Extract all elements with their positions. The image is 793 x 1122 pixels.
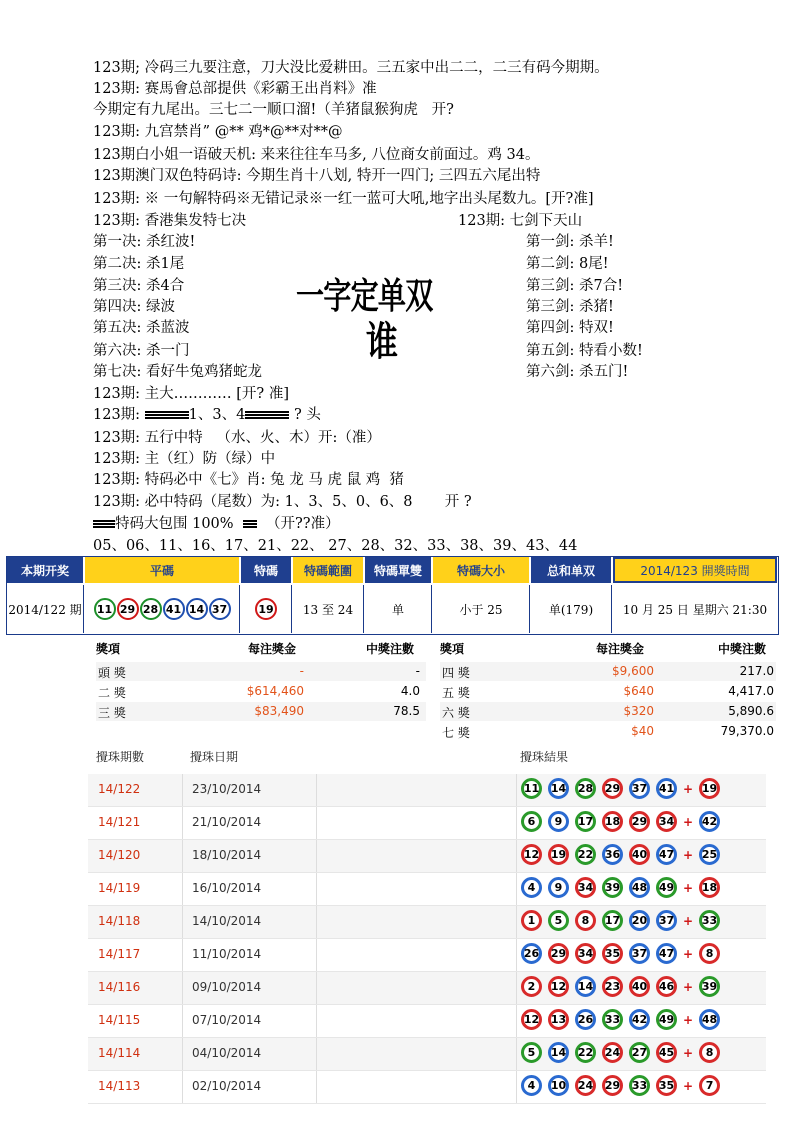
range-text: 特码大包围 100% <box>115 516 234 532</box>
history-ball: 6 <box>521 811 542 832</box>
result-ball: 28 <box>140 598 162 620</box>
history-ball: 27 <box>629 1042 650 1063</box>
history-row <box>88 807 766 840</box>
results-table <box>6 556 779 635</box>
history-special-ball: 8 <box>699 943 720 964</box>
result-ball: 29 <box>117 598 139 620</box>
history-date: 07/10/2014 <box>192 1013 262 1027</box>
history-ball: 10 <box>548 1075 569 1096</box>
prize-count: 5,890.6 <box>728 704 774 718</box>
header-size: 特碼大小 <box>433 557 529 583</box>
bar-icon <box>167 411 189 419</box>
jue-2: 第二决: 杀1尾 <box>93 256 185 272</box>
history-balls <box>521 1042 726 1063</box>
history-ball: 37 <box>629 943 650 964</box>
history-date: 09/10/2014 <box>192 980 262 994</box>
history-period: 14/115 <box>98 1013 141 1027</box>
history-period: 14/121 <box>98 815 141 829</box>
plus-icon: + <box>683 979 694 994</box>
history-date: 04/10/2014 <box>192 1046 262 1060</box>
bars-suffix: ? 头 <box>293 407 321 423</box>
time-cell: 10 月 25 日 星期六 21:30 <box>611 585 778 633</box>
text-line-3: 今期定有九尾出。三七二一顺口溜!（羊猪鼠猴狗虎 开? <box>93 102 454 118</box>
history-ball: 42 <box>629 1009 650 1030</box>
text-line-color: 123期: 主（红）防（绿）中 <box>93 451 276 467</box>
jue-7: 第七决: 看好牛兔鸡猪蛇龙 <box>93 364 262 380</box>
plus-icon: + <box>683 847 694 862</box>
text-line-numbers: 05、06、11、16、17、21、22、 27、28、32、33、38、39、43、44 <box>93 538 578 554</box>
history-special-ball: 25 <box>699 844 720 865</box>
history-balls <box>521 1009 726 1030</box>
prize-header-count: 中獎注數 <box>366 642 415 656</box>
prize-count: 217.0 <box>739 664 774 678</box>
history-special-ball: 18 <box>699 877 720 898</box>
history-row <box>88 840 766 873</box>
prize-name: 六 獎 <box>442 706 470 720</box>
history-ball: 2 <box>521 976 542 997</box>
jue-6: 第六决: 杀一门 <box>93 343 190 359</box>
history-ball: 22 <box>575 1042 596 1063</box>
result-ball: 41 <box>163 598 185 620</box>
prize-header-amount: 每注獎金 <box>596 642 645 656</box>
jian-2: 第二剑: 8尾! <box>526 256 609 272</box>
range-suffix: （开??准） <box>256 516 340 532</box>
text-line-7: 123期: ※ 一句解特码※无错记录※一红一蓝可大吼,地字出头尾数九。[开?准] <box>93 191 594 207</box>
history-row <box>88 873 766 906</box>
plus-icon: + <box>683 1045 694 1060</box>
history-ball: 26 <box>521 943 542 964</box>
prize-amount: $320 <box>623 704 654 718</box>
size-cell: 小于 25 <box>431 585 530 633</box>
history-row <box>88 939 766 972</box>
prize-name: 二 獎 <box>98 686 126 700</box>
history-balls <box>521 976 726 997</box>
history-ball: 39 <box>602 877 623 898</box>
history-ball: 19 <box>548 844 569 865</box>
line-prefix: 123期: <box>93 407 145 423</box>
history-special-ball: 7 <box>699 1075 720 1096</box>
text-line-tail: 123期: 必中特码（尾数）为: 1、3、5、0、6、8 开 ? <box>93 494 472 510</box>
history-balls <box>521 910 726 931</box>
history-balls <box>521 877 726 898</box>
history-ball: 24 <box>575 1075 596 1096</box>
text-line-bars <box>93 405 321 425</box>
history-ball: 9 <box>548 877 569 898</box>
history-period: 14/119 <box>98 881 141 895</box>
history-ball: 33 <box>629 1075 650 1096</box>
history-ball: 29 <box>629 811 650 832</box>
history-ball: 37 <box>629 778 650 799</box>
bar-icon <box>145 411 167 419</box>
plus-icon: + <box>683 1078 694 1093</box>
history-special-ball: 33 <box>699 910 720 931</box>
history-special-ball: 48 <box>699 1009 720 1030</box>
history-balls <box>521 778 726 799</box>
plus-icon: + <box>683 946 694 961</box>
special-ball: 19 <box>255 598 277 620</box>
header-normal: 平碼 <box>85 557 239 583</box>
result-ball: 37 <box>209 598 231 620</box>
history-ball: 14 <box>548 1042 569 1063</box>
jue-5: 第五决: 杀蓝波 <box>93 320 190 336</box>
result-ball: 11 <box>94 598 116 620</box>
history-period: 14/120 <box>98 848 141 862</box>
prize-name: 四 獎 <box>442 666 470 680</box>
history-date: 14/10/2014 <box>192 914 262 928</box>
history-ball: 35 <box>656 1075 677 1096</box>
header-range: 特碼範圍 <box>293 557 363 583</box>
history-special-ball: 42 <box>699 811 720 832</box>
bar-icon <box>243 520 257 528</box>
prize-count: 79,370.0 <box>720 724 774 738</box>
jue-1: 第一决: 杀红波! <box>93 234 196 250</box>
jue-4: 第四决: 绿波 <box>93 299 175 315</box>
history-row <box>88 1038 766 1071</box>
history-ball: 17 <box>602 910 623 931</box>
result-ball: 14 <box>186 598 208 620</box>
history-date: 18/10/2014 <box>192 848 262 862</box>
prize-table-right <box>440 640 776 744</box>
header-sum: 总和单双 <box>531 557 611 583</box>
prize-amount: $83,490 <box>254 704 304 718</box>
history-header-period: 攪珠期數 <box>96 750 145 764</box>
jue-3: 第三决: 杀4合 <box>93 278 185 294</box>
history-ball: 40 <box>629 976 650 997</box>
history-ball: 35 <box>602 943 623 964</box>
history-ball: 4 <box>521 1075 542 1096</box>
text-line-main-big: 123期: 主大………… [开? 准] <box>93 386 289 402</box>
history-row <box>88 1071 766 1104</box>
jian-7: 第六剑: 杀五门! <box>526 364 629 380</box>
history-row <box>88 1005 766 1038</box>
big-title: 一字定单双 <box>296 276 433 317</box>
history-ball: 41 <box>656 778 677 799</box>
history-ball: 12 <box>521 844 542 865</box>
header-oddeven: 特碼單雙 <box>365 557 431 583</box>
prize-name: 七 獎 <box>442 726 470 740</box>
history-ball: 46 <box>656 976 677 997</box>
history-ball: 20 <box>629 910 650 931</box>
history-ball: 12 <box>548 976 569 997</box>
prize-amount: $40 <box>631 724 654 738</box>
history-balls <box>521 844 726 865</box>
jian-3: 第三剑: 杀7合! <box>526 278 624 294</box>
jian-5: 第四剑: 特双! <box>526 320 614 336</box>
plus-icon: + <box>683 1012 694 1027</box>
history-ball: 4 <box>521 877 542 898</box>
history-row <box>88 774 766 807</box>
history-ball: 49 <box>656 877 677 898</box>
history-ball: 26 <box>575 1009 596 1030</box>
history-date: 16/10/2014 <box>192 881 262 895</box>
history-ball: 49 <box>656 1009 677 1030</box>
history-row <box>88 972 766 1005</box>
history-period: 14/114 <box>98 1046 141 1060</box>
history-ball: 37 <box>656 910 677 931</box>
history-date: 21/10/2014 <box>192 815 262 829</box>
special-ball-cell <box>239 585 292 633</box>
history-ball: 29 <box>602 1075 623 1096</box>
history-ball: 11 <box>521 778 542 799</box>
prize-name: 三 獎 <box>98 706 126 720</box>
history-ball: 18 <box>602 811 623 832</box>
plus-icon: + <box>683 913 694 928</box>
history-balls <box>521 943 726 964</box>
history-ball: 34 <box>656 811 677 832</box>
text-line-range <box>93 514 340 534</box>
bar-icon <box>267 411 289 419</box>
prize-name: 頭 獎 <box>98 666 126 680</box>
history-header-date: 攪珠日期 <box>190 750 239 764</box>
history-date: 11/10/2014 <box>192 947 262 961</box>
history-ball: 17 <box>575 811 596 832</box>
plus-icon: + <box>683 880 694 895</box>
text-line-wuxing: 123期: 五行中特 （水、火、木）开:（准） <box>93 430 381 446</box>
history-ball: 34 <box>575 943 596 964</box>
range-cell: 13 至 24 <box>291 585 364 633</box>
history-ball: 34 <box>575 877 596 898</box>
history-ball: 14 <box>575 976 596 997</box>
history-ball: 12 <box>521 1009 542 1030</box>
history-ball: 9 <box>548 811 569 832</box>
history-period: 14/118 <box>98 914 141 928</box>
history-special-ball: 19 <box>699 778 720 799</box>
text-line-4: 123期: 九宫禁肖” @** 鸡*@**对**@ <box>93 124 343 140</box>
prize-amount: - <box>299 664 304 678</box>
history-date: 23/10/2014 <box>192 782 262 796</box>
history-ball: 45 <box>656 1042 677 1063</box>
history-ball: 36 <box>602 844 623 865</box>
history-header-result: 攪珠結果 <box>520 750 569 764</box>
history-period: 14/117 <box>98 947 141 961</box>
prize-amount: $9,600 <box>612 664 654 678</box>
header-special: 特碼 <box>241 557 291 583</box>
history-ball: 29 <box>548 943 569 964</box>
big-title-2: 谁 <box>366 319 398 365</box>
prize-count: 78.5 <box>393 704 420 718</box>
text-line-2: 123期: 赛馬會总部提供《彩霸王出肖料》准 <box>93 81 377 97</box>
history-row <box>88 906 766 939</box>
history-ball: 40 <box>629 844 650 865</box>
text-line-5: 123期白小姐一语破天机: 来来往往车马多, 八位商女前面过。鸡 34。 <box>93 147 540 163</box>
plus-icon: + <box>683 781 694 796</box>
prize-header-count: 中獎注數 <box>718 642 767 656</box>
prize-amount: $640 <box>623 684 654 698</box>
header-draw: 本期开奖 <box>7 557 83 583</box>
text-line-zodiac: 123期: 特码必中《七》肖: 兔 龙 马 虎 鼠 鸡 猪 <box>93 472 404 488</box>
history-ball: 48 <box>629 877 650 898</box>
history-period: 14/113 <box>98 1079 141 1093</box>
history-ball: 33 <box>602 1009 623 1030</box>
jian-4: 第三剑: 杀猪! <box>526 299 614 315</box>
prize-count: 4,417.0 <box>728 684 774 698</box>
prize-header-item: 獎項 <box>96 642 121 656</box>
history-ball: 47 <box>656 943 677 964</box>
prize-name: 五 獎 <box>442 686 470 700</box>
bars-numbers: 1、3、4 <box>188 407 246 423</box>
history-ball: 28 <box>575 778 596 799</box>
history-ball: 22 <box>575 844 596 865</box>
history-period: 14/116 <box>98 980 141 994</box>
text-line-1: 123期; 冷码三九要注意，刀大没比爱耕田。三五家中出二二，二三有码今期期。 <box>93 60 609 76</box>
text-line-8: 123期: 香港集发特七决 <box>93 213 247 229</box>
prize-count: - <box>415 664 420 678</box>
prize-count: 4.0 <box>400 684 420 698</box>
normal-balls-cell <box>83 585 240 633</box>
sum-cell: 单(179) <box>529 585 612 633</box>
header-time: 2014/123 開獎時間 <box>613 557 777 583</box>
right-column-title: 123期: 七剑下天山 <box>458 213 583 229</box>
history-ball: 5 <box>548 910 569 931</box>
jian-1: 第一剑: 杀羊! <box>526 234 614 250</box>
history-ball: 8 <box>575 910 596 931</box>
history-ball: 1 <box>521 910 542 931</box>
history-ball: 5 <box>521 1042 542 1063</box>
bar-icon <box>245 411 267 419</box>
history-ball: 24 <box>602 1042 623 1063</box>
history-balls <box>521 811 726 832</box>
history-ball: 47 <box>656 844 677 865</box>
prize-header-amount: 每注獎金 <box>248 642 297 656</box>
period-cell: 2014/122 期 <box>8 602 82 617</box>
oddeven-cell: 单 <box>363 585 432 633</box>
plus-icon: + <box>683 814 694 829</box>
bar-icon <box>93 520 115 528</box>
history-balls <box>521 1075 726 1096</box>
jian-6: 第五剑: 特看小数! <box>526 343 643 359</box>
text-line-6: 123期澳门双色特码诗: 今期生肖十八划, 特开一四门; 三四五六尾出特 <box>93 168 541 184</box>
prize-amount: $614,460 <box>246 684 304 698</box>
history-ball: 23 <box>602 976 623 997</box>
history-ball: 29 <box>602 778 623 799</box>
history-ball: 13 <box>548 1009 569 1030</box>
history-special-ball: 39 <box>699 976 720 997</box>
prize-table-left <box>96 640 426 725</box>
history-ball: 14 <box>548 778 569 799</box>
prize-header-item: 獎項 <box>440 642 465 656</box>
history-period: 14/122 <box>98 782 141 796</box>
history-special-ball: 8 <box>699 1042 720 1063</box>
history-date: 02/10/2014 <box>192 1079 262 1093</box>
